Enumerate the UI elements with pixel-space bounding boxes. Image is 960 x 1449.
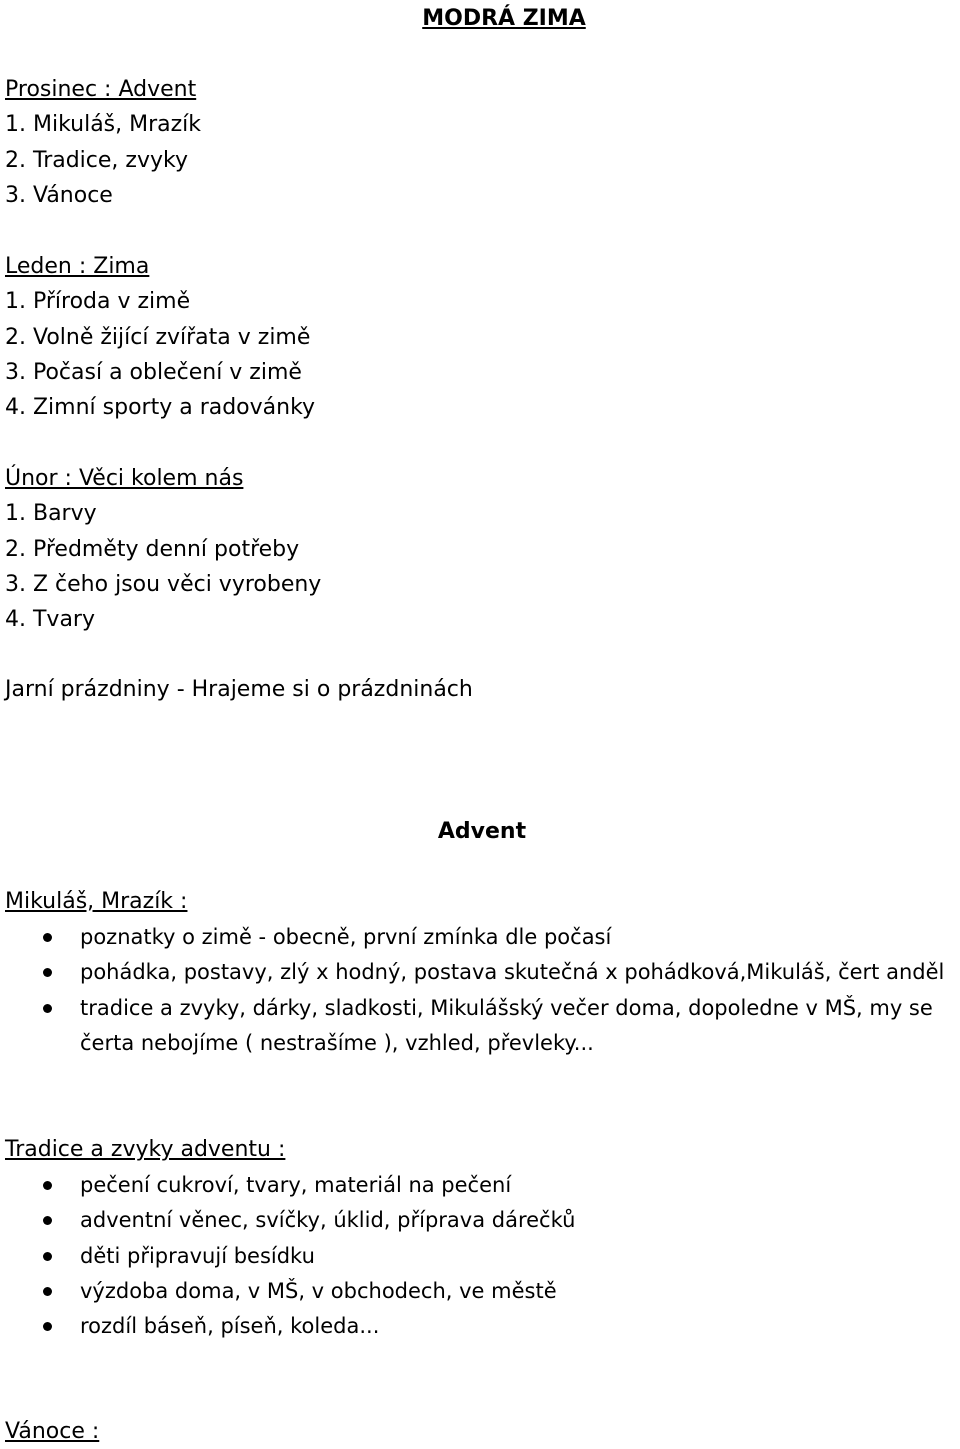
bullet-list-tradice (0, 1168, 960, 1344)
section-heading-vanoce: Vánoce : (5, 1419, 100, 1444)
month-heading-january: Leden : Zima (5, 254, 150, 279)
month-item: 2. Volně žijící zvířata v zimě (5, 324, 311, 350)
month-item: 3. Počasí a oblečení v zimě (5, 359, 302, 385)
bullet-icon (43, 968, 52, 977)
month-item: 2. Tradice, zvyky (5, 147, 188, 173)
month-item: 4. Tvary (5, 607, 95, 633)
list-item: děti připravují besídku (0, 1239, 960, 1274)
month-block-january (5, 249, 315, 425)
bullet-icon (43, 1216, 52, 1225)
month-item: 4. Zimní sporty a radovánky (5, 395, 316, 421)
month-item: 3. Vánoce (5, 182, 113, 208)
bullet-icon (43, 933, 52, 942)
bullet-icon (43, 1181, 52, 1190)
month-heading-february: Únor : Věci kolem nás (5, 466, 244, 491)
month-item: 2. Předměty denní potřeby (5, 536, 300, 562)
list-item: tradice a zvyky, dárky, sladkosti, Mikulášský večer doma, dopoledne v MŠ, my se čerta nebojíme ( nestrašíme ), vzhled, převleky... (0, 991, 960, 1062)
list-item: pečení cukroví, tvary, materiál na pečení (0, 1168, 960, 1203)
advent-heading: Advent (437, 819, 527, 844)
bullet-icon (43, 1252, 52, 1261)
spring-break-line: Jarní prázdniny - Hrajeme si o prázdninách (5, 677, 473, 702)
list-item: výzdoba doma, v MŠ, v obchodech, ve městě (0, 1274, 960, 1309)
month-item: 3. Z čeho jsou věci vyrobeny (5, 571, 322, 597)
bullet-icon (43, 1287, 52, 1296)
month-item: 1. Mikuláš, Mrazík (5, 112, 202, 138)
bullet-icon (43, 1004, 52, 1013)
month-block-february (5, 461, 321, 637)
month-item: 1. Příroda v zimě (5, 289, 191, 315)
list-item: poznatky o zimě - obecně, první zmínka dle počasí (0, 920, 960, 955)
month-item: 1. Barvy (5, 501, 97, 527)
section-heading-mikulas: Mikuláš, Mrazík : (5, 889, 188, 914)
bullet-icon (43, 1322, 52, 1331)
list-item: rozdíl báseň, píseň, koleda... (0, 1309, 960, 1344)
section-heading-tradice: Tradice a zvyky adventu : (5, 1137, 286, 1162)
month-block-december (5, 72, 201, 213)
list-item: pohádka, postavy, zlý x hodný, postava skutečná x pohádková,Mikuláš, čert anděl (0, 955, 960, 990)
bullet-list-mikulas (0, 920, 960, 1061)
list-item: adventní věnec, svíčky, úklid, příprava dárečků (0, 1203, 960, 1238)
month-heading-december: Prosinec : Advent (5, 77, 197, 102)
document-title: MODRÁ ZIMA (422, 6, 586, 31)
